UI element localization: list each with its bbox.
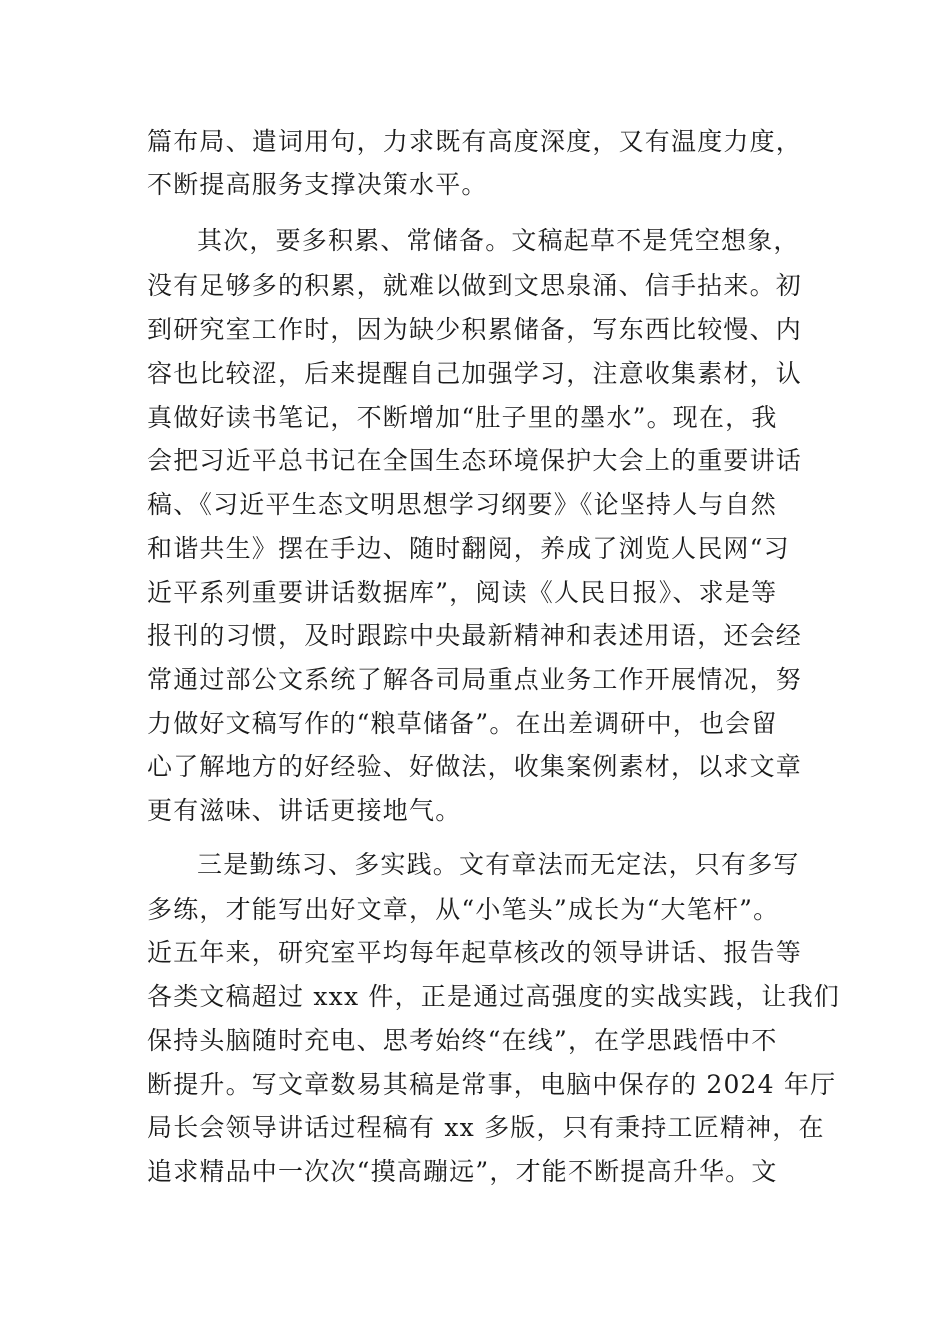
text-line: 力做好文稿写作的“粮草储备”。在出差调研中，也会留 xyxy=(147,709,778,738)
text-line: 篇布局、遣词用句，力求既有高度深度，又有温度力度， xyxy=(147,127,803,156)
text-line: 断提升。写文章数易其稿是常事，电脑中保存的 2024 年厅 xyxy=(147,1070,837,1099)
text-line: 报刊的习惯，及时跟踪中央最新精神和表述用语，还会经 xyxy=(147,621,803,650)
text-line: 更有滋味、讲话更接地气。 xyxy=(147,796,462,825)
text-line: 多练，才能写出好文章，从“小笔头”成长为“大笔杆”。 xyxy=(147,895,780,924)
text-line: 局长会领导讲话过程稿有 xx 多版，只有秉持工匠精神，在 xyxy=(147,1113,825,1142)
text-line: 常通过部公文系统了解各司局重点业务工作开展情况，努 xyxy=(147,665,803,694)
text-line: 各类文稿超过 xxx 件，正是通过高强度的实战实践，让我们 xyxy=(147,982,840,1011)
paragraph-first-line: 其次，要多积累、常储备。文稿起草不是凭空想象， xyxy=(197,226,800,255)
text-line: 近五年来，研究室平均每年起草核改的领导讲话、报告等 xyxy=(147,938,803,967)
text-line: 心了解地方的好经验、好做法，收集案例素材，以求文章 xyxy=(147,752,803,781)
text-line: 和谐共生》摆在手边、随时翻阅，养成了浏览人民网“习 xyxy=(147,534,790,563)
text-line: 容也比较涩，后来提醒自己加强学习，注意收集素材，认 xyxy=(147,359,803,388)
text-line: 没有足够多的积累，就难以做到文思泉涌、信手拈来。初 xyxy=(147,271,803,300)
text-line: 不断提高服务支撑决策水平。 xyxy=(147,170,488,199)
text-line: 近平系列重要讲话数据库”，阅读《人民日报》、求是等 xyxy=(147,578,778,607)
text-line: 保持头脑随时充电、思考始终“在线”，在学思践悟中不 xyxy=(147,1026,778,1055)
text-line: 追求精品中一次次“摸高蹦远”，才能不断提高升华。文 xyxy=(147,1157,778,1186)
paragraph-first-line: 三是勤练习、多实践。文有章法而无定法，只有多写 xyxy=(197,850,800,879)
text-line: 到研究室工作时，因为缺少积累储备，写东西比较慢、内 xyxy=(147,315,803,344)
text-line: 会把习近平总书记在全国生态环境保护大会上的重要讲话 xyxy=(147,446,803,475)
text-line: 真做好读书笔记，不断增加“肚子里的墨水”。现在，我 xyxy=(147,403,778,432)
text-line: 稿、《习近平生态文明思想学习纲要》《论坚持人与自然 xyxy=(147,490,778,519)
